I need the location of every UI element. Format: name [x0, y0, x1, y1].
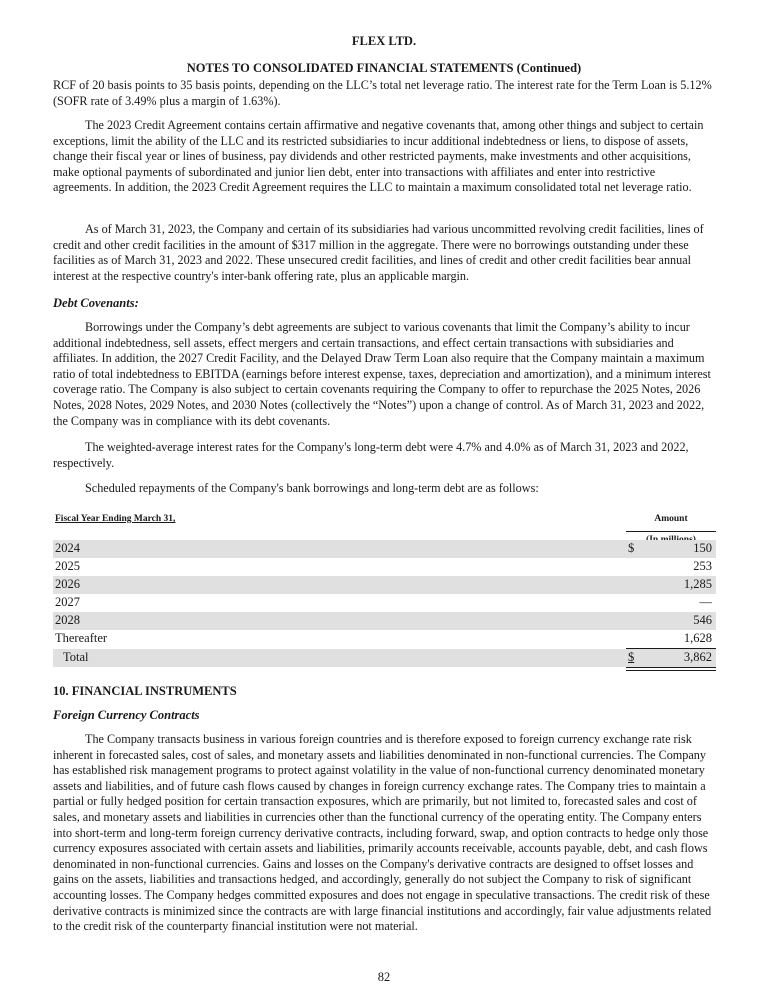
currency-symbol: $ [628, 650, 635, 664]
row-value: 1,285 [683, 577, 712, 591]
page-subtitle: NOTES TO CONSOLIDATED FINANCIAL STATEMENTS (Continued) [186, 61, 582, 75]
paragraph-term-loan-rate: RCF of 20 basis points to 35 basis points, depending on the LLC’s total net leverage ratio. The interest rate for the Term Loan is 5.12% (SOFR rate of 3.49% plus a margin of 1.63%). [53, 78, 712, 108]
table-row [53, 558, 716, 576]
paragraph-interest-rates: The weighted-average interest rates for the Company's long-term debt were 4.7% and 4.0% as of March 31, 2023 and 2022, respectively. [53, 440, 689, 470]
paragraph-foreign-currency: The Company transacts business in various foreign countries and is therefore exposed to foreign currency exchange rate risk inherent in forecasted sales, cost of sales, and monetary assets and liabilities denominated in non-functional currencies. The Company has established risk management programs to protect against volatility in the value of non-functional currency denominated monetary assets and liabilities, and of future cash flows caused by changes in foreign currency exchange rates. The Company tries to maintain a partial or fully hedged position for certain transaction exposures, which are primarily, but not limited to, forecasted sales and cost of sales, and monetary assets and liabilities in currencies other than the functional currency of the operating entity. The Company enters into short-term and long-term foreign currency derivative contracts, including forward, swap, and option contracts to hedge only those currency exposures associated with certain assets and liabilities, primarily accounts receivable, accounts payable, debt, and cash flows denominated in non-functional currencies. Gains and losses on the Company's derivative contracts are designed to offset losses and gains on the assets, liabilities and transactions hedged, and accordingly, generally do not subject the Company to risk of significant accounting losses. The Company hedges committed exposures and does not engage in speculative transactions. The credit risk of these derivative contracts is minimized since the contracts are with large financial institutions and accordingly, fair value adjustments related to the credit risk of the counterparty financial institution were not material. [53, 732, 712, 934]
debt-covenants-heading: Debt Covenants: [53, 296, 139, 310]
paragraph-scheduled-repayments: Scheduled repayments of the Company's bank borrowings and long-term debt are as follows: [85, 481, 539, 495]
row-value: 253 [693, 559, 712, 573]
total-value: 3,862 [683, 650, 712, 664]
column-header-fiscal-year: Fiscal Year Ending March 31, [55, 514, 176, 524]
row-value: — [699, 595, 712, 609]
paragraph-uncommitted-facilities: As of March 31, 2023, the Company and certain of its subsidiaries had various uncommitted revolving credit facilities, lines of credit and other credit facilities in the amount of $317 million in the aggregate. There were no borrowings outstanding under these facilities as of March 31, 2023 and 2022. These unsecured credit facilities, and lines of credit and other credit facilities bear annual interest at the respective country's inter-bank offering rate, plus an applicable margin. [53, 222, 704, 283]
table-row [53, 576, 716, 594]
currency-symbol: $ [628, 541, 635, 555]
table-row-total [53, 649, 716, 667]
total-rule-double [626, 667, 716, 671]
table-row [53, 630, 716, 648]
company-name: FLEX LTD. [351, 34, 417, 48]
column-header-amount: Amount [654, 514, 688, 524]
foreign-currency-contracts-heading: Foreign Currency Contracts [53, 708, 200, 722]
page-number: 82 [377, 970, 391, 984]
row-label: 2024 [55, 541, 80, 555]
table-row [53, 594, 716, 612]
paragraph-debt-covenants: Borrowings under the Company’s debt agreements are subject to various covenants that limit the Company’s ability to incur additional indebtedness, sell assets, effect mergers and certain transactions, and effect certain transactions with subsidiaries and affiliates. In addition, the 2027 Credit Facility, and the Delayed Draw Term Loan also require that the Company maintain a maximum ratio of total indebtedness to EBITDA (earnings before interest expense, taxes, depreciation and amortization), and a minimum interest coverage ratio. The Company is also subject to certain covenants requiring the Company to offer to repurchase the 2025 Notes, 2026 Notes, 2028 Notes, 2029 Notes, and 2030 Notes (collectively the “Notes”) upon a change of control. As of March 31, 2023 and 2022, the Company was in compliance with its debt covenants. [53, 320, 711, 428]
row-label: 2027 [55, 595, 80, 609]
row-value: 1,628 [683, 631, 712, 645]
row-value: 546 [693, 613, 712, 627]
total-label: Total [63, 650, 89, 664]
row-label: 2025 [55, 559, 80, 573]
table-row [53, 612, 716, 630]
section-heading-financial-instruments: 10. FINANCIAL INSTRUMENTS [53, 684, 237, 698]
row-label: Thereafter [55, 631, 108, 645]
header-rule [626, 531, 716, 532]
row-label: 2026 [55, 577, 80, 591]
paragraph-credit-agreement-covenants: The 2023 Credit Agreement contains certain affirmative and negative covenants that, among other things and subject to certain exceptions, limit the ability of the LLC and its restricted subsidiaries to incur additional indebtedness or liens, to dispose of assets, change their fiscal year or lines of business, pay dividends and other restricted payments, make investments and other acquisitions, make optional payments of subordinated and junior lien debt, enter into transactions with affiliates and enter into restrictive agreements. In addition, the 2023 Credit Agreement requires the LLC to maintain a maximum consolidated total net leverage ratio. [53, 118, 704, 195]
row-value: 150 [693, 541, 712, 555]
row-label: 2028 [55, 613, 80, 627]
table-row [53, 540, 716, 558]
